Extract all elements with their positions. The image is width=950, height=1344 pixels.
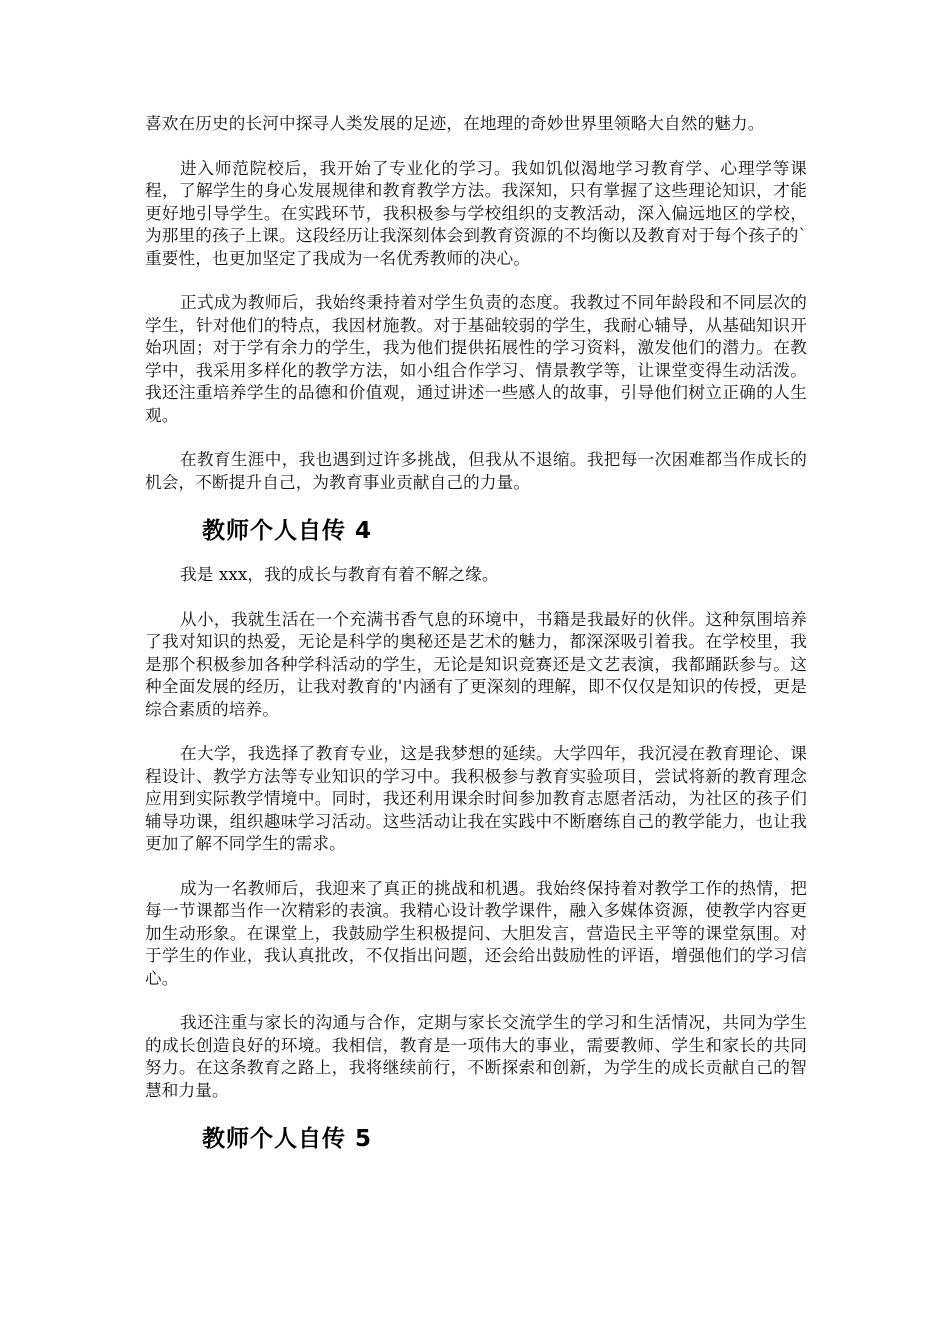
section-heading-4: 教师个人自传 4	[202, 518, 373, 544]
paragraph: 在教育生涯中，我也遇到过许多挑战，但我从不退缩。我把每一次困难都当作成长的机会，不断提升自己，为教育事业贡献自己的力量。	[145, 450, 807, 492]
document-body	[145, 113, 807, 1172]
paragraph: 进入师范院校后，我开始了专业化的学习。我如饥似渴地学习教育学、心理学等课程，了解学生的身心发展规律和教育教学方法。我深知，只有掌握了这些理论知识，才能更好地引导学生。在实践环节，我积极参与学校组织的支教活动，深入偏远地区的学校，为那里的孩子上课。这段经历让我深刻体会到教育资源的不均衡以及教育对于每个孩子的`重要性，也更加坚定了我成为一名优秀教师的决心。	[145, 158, 807, 268]
paragraph: 在大学，我选择了教育专业，这是我梦想的延续。大学四年，我沉浸在教育理论、课程设计、教学方法等专业知识的学习中。我积极参与教育实验项目，尝试将新的教育理念应用到实际教学情境中。同时，我还利用课余时间参加教育志愿者活动，为社区的孩子们辅导功课，组织趣味学习活动。这些活动让我在实践中不断磨练自己的教学能力，也让我更加了解不同学生的需求。	[145, 744, 807, 853]
section-heading-5: 教师个人自传 5	[202, 1126, 373, 1152]
paragraph: 成为一名教师后，我迎来了真正的挑战和机遇。我始终保持着对教学工作的热情，把每一节课都当作一次精彩的表演。我精心设计教学课件，融入多媒体资源，使教学内容更加生动形象。在课堂上，我鼓励学生积极提问、大胆发言，营造民主平等的课堂氛围。对于学生的作业，我认真批改，不仅指出问题，还会给出鼓励性的评语，增强他们的学习信心。	[145, 878, 807, 988]
paragraph: 我还注重与家长的沟通与合作，定期与家长交流学生的学习和生活情况，共同为学生的成长创造良好的环境。我相信，教育是一项伟大的事业，需要教师、学生和家长的共同努力。在这条教育之路上，我将继续前行，不断探索和创新，为学生的成长贡献自己的智慧和力量。	[145, 1013, 807, 1100]
paragraph: 正式成为教师后，我始终秉持着对学生负责的态度。我教过不同年龄段和不同层次的学生，针对他们的特点，我因材施教。对于基础较弱的学生，我耐心辅导，从基础知识开始巩固；对于学有余力的学生，我为他们提供拓展性的学习资料，激发他们的潜力。在教学中，我采用多样化的教学方法，如小组合作学习、情景教学等，让课堂变得生动活泼。我还注重培养学生的品德和价值观，通过讲述一些感人的故事，引导他们树立正确的人生观。	[145, 293, 807, 425]
paragraph: 从小，我就生活在一个充满书香气息的环境中，书籍是我最好的伙伴。这种氛围培养了我对知识的热爱，无论是科学的奥秘还是艺术的魅力，都深深吸引着我。在学校里，我是那个积极参加各种学科活动的学生，无论是知识竞赛还是文艺表演，我都踊跃参与。这种全面发展的经历，让我对教育的'内涵有了更深刻的理解，即不仅仅是知识的传授，更是综合素质的培养。	[145, 609, 807, 719]
paragraph-continuation: 喜欢在历史的长河中探寻人类发展的足迹，在地理的奇妙世界里领略大自然的魅力。	[145, 114, 765, 133]
paragraph: 我是 xxx，我的成长与教育有着不解之缘。	[180, 565, 499, 584]
